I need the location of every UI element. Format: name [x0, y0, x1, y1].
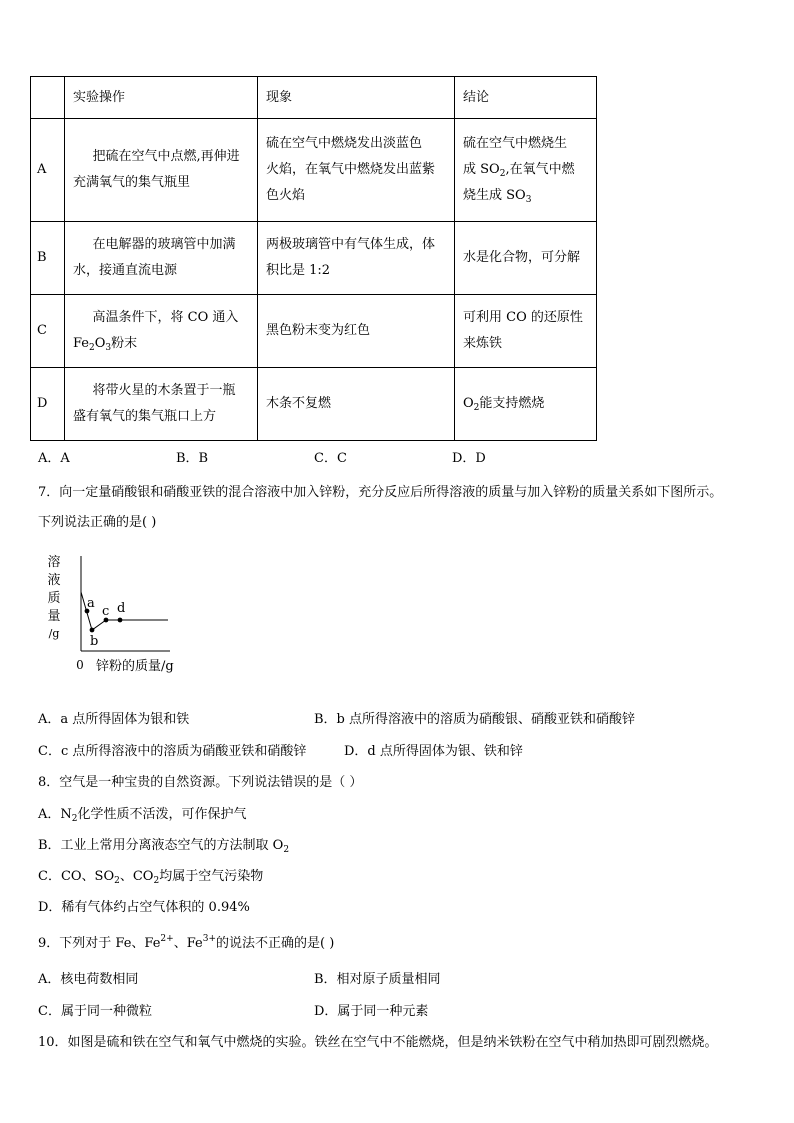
operation-line: 将带火星的木条置于一瓶	[92, 383, 236, 398]
point-label-d: d	[117, 601, 126, 616]
phenomenon-cell	[258, 119, 455, 222]
point-label-c: c	[102, 604, 110, 619]
operation-cell	[65, 222, 258, 295]
phenomenon-line: 火焰，在氧气中燃烧发出蓝紫	[266, 162, 436, 177]
conclusion-line: 来炼铁	[463, 336, 503, 351]
q7-option-c[interactable]: C．c 点所得溶液中的溶质为硝酸亚铁和硝酸锌	[38, 744, 307, 759]
q9-option-b[interactable]: B．相对原子质量相同	[314, 972, 441, 987]
q7-option-b[interactable]: B．b 点所得溶液中的溶质为硝酸银、硝酸亚铁和硝酸锌	[314, 712, 636, 727]
table-row-a	[31, 119, 597, 222]
row-label: C	[31, 295, 65, 368]
table-header-row	[31, 77, 597, 119]
conclusion-line: 烧生成 $SO_3$	[463, 188, 532, 205]
q7-stem: 7．向一定量硝酸银和硝酸亚铁的混合溶液中加入锌粉，充分反应后所得溶液的质量与加入锌粉的质量关系如下图所示。	[38, 485, 723, 500]
q9-stem: 9．下列对于 Fe、$Fe^{2+}$、$Fe^{3+}$的说法不正确的是( )	[38, 934, 335, 951]
row-label: D	[31, 368, 65, 441]
operation-line: 水，接通直流电源	[73, 263, 178, 278]
q6-option-b[interactable]: B．B	[176, 451, 209, 466]
operation-line: 把硫在空气中点燃,再伸进	[92, 149, 240, 164]
row-label: B	[31, 222, 65, 295]
q9-option-c[interactable]: C．属于同一种微粒	[38, 1004, 152, 1019]
header-cell-blank	[31, 77, 65, 119]
q8-stem: 8．空气是一种宝贵的自然资源。下列说法错误的是（ ）	[38, 775, 363, 790]
phenomenon-line: 积比是 1:2	[266, 263, 331, 278]
header-cell-phenomenon: 现象	[258, 77, 455, 119]
q7-option-d[interactable]: D．d 点所得固体为银、铁和锌	[344, 744, 523, 759]
conclusion-cell	[455, 295, 597, 368]
operation-line: 高温条件下，将 CO 通入	[92, 310, 239, 325]
origin-label: 0	[76, 658, 84, 672]
y-axis-label-char: 溶	[47, 555, 61, 570]
x-axis-label: 锌粉的质量/g	[96, 659, 174, 674]
operation-cell	[65, 295, 258, 368]
conclusion-line: 硫在空气中燃烧生	[463, 136, 568, 151]
conclusion-line: 成 $SO_2$,在氧气中燃	[463, 162, 575, 179]
table-row-d	[31, 368, 597, 441]
row-label: A	[31, 119, 65, 222]
header-cell-conclusion: 结论	[455, 77, 597, 119]
point-d	[118, 618, 123, 623]
q10-stem: 10．如图是硫和铁在空气和氧气中燃烧的实验。铁丝在空气中不能燃烧，但是纳米铁粉在空气中稍加热即可剧烈燃烧。	[38, 1035, 718, 1050]
conclusion-cell	[455, 119, 597, 222]
conclusion-line: 可利用 CO 的还原性	[463, 310, 583, 325]
phenomenon-cell	[258, 222, 455, 295]
header-cell-operation: 实验操作	[65, 77, 258, 119]
phenomenon-cell: 黑色粉末变为红色	[258, 295, 455, 368]
q9-option-d[interactable]: D．属于同一种元素	[314, 1004, 429, 1019]
y-axis-label-char: /g	[48, 627, 60, 640]
q8-option-a[interactable]: A．$N_2$化学性质不活泼，可作保护气	[38, 807, 247, 824]
phenomenon-line: 硫在空气中燃烧发出淡蓝色	[266, 136, 423, 151]
phenomenon-line: 两极玻璃管中有气体生成，体	[266, 237, 436, 252]
q8-option-b[interactable]: B．工业上常用分离液态空气的方法制取 $O_2$	[38, 838, 290, 855]
q7-option-a[interactable]: A．a 点所得固体为银和铁	[38, 712, 190, 727]
q7-stem-cont: 下列说法正确的是( )	[38, 515, 157, 530]
q9-option-a[interactable]: A．核电荷数相同	[38, 972, 139, 987]
operation-line: 充满氧气的集气瓶里	[73, 175, 191, 190]
conclusion-cell: $O_2$能支持燃烧	[455, 368, 597, 441]
conclusion-cell: 水是化合物，可分解	[455, 222, 597, 295]
solution-mass-chart	[40, 548, 180, 674]
point-label-a: a	[87, 596, 95, 611]
operation-line: 盛有氧气的集气瓶口上方	[73, 409, 217, 424]
table-row-b	[31, 222, 597, 295]
y-axis-label-char: 液	[47, 573, 61, 588]
q6-option-c[interactable]: C．C	[314, 451, 347, 466]
q6-option-a[interactable]: A．A	[38, 451, 70, 466]
phenomenon-cell: 木条不复燃	[258, 368, 455, 441]
operation-line: $Fe_2O_3$粉末	[73, 336, 138, 353]
q6-option-d[interactable]: D．D	[452, 451, 486, 466]
point-label-b: b	[90, 634, 99, 649]
point-b	[90, 628, 95, 633]
phenomenon-line: 色火焰	[266, 188, 306, 203]
table-row-c	[31, 295, 597, 368]
y-axis-label-char: 质	[47, 591, 61, 606]
operation-cell	[65, 119, 258, 222]
operation-cell	[65, 368, 258, 441]
y-axis-label-char: 量	[47, 609, 61, 624]
q8-option-c[interactable]: C．CO、$SO_2$、$CO_2$均属于空气污染物	[38, 869, 264, 886]
q8-option-d[interactable]: D．稀有气体约占空气体积的 0.94%	[38, 900, 250, 915]
experiment-table	[30, 76, 597, 441]
operation-line: 在电解器的玻璃管中加满	[92, 237, 236, 252]
